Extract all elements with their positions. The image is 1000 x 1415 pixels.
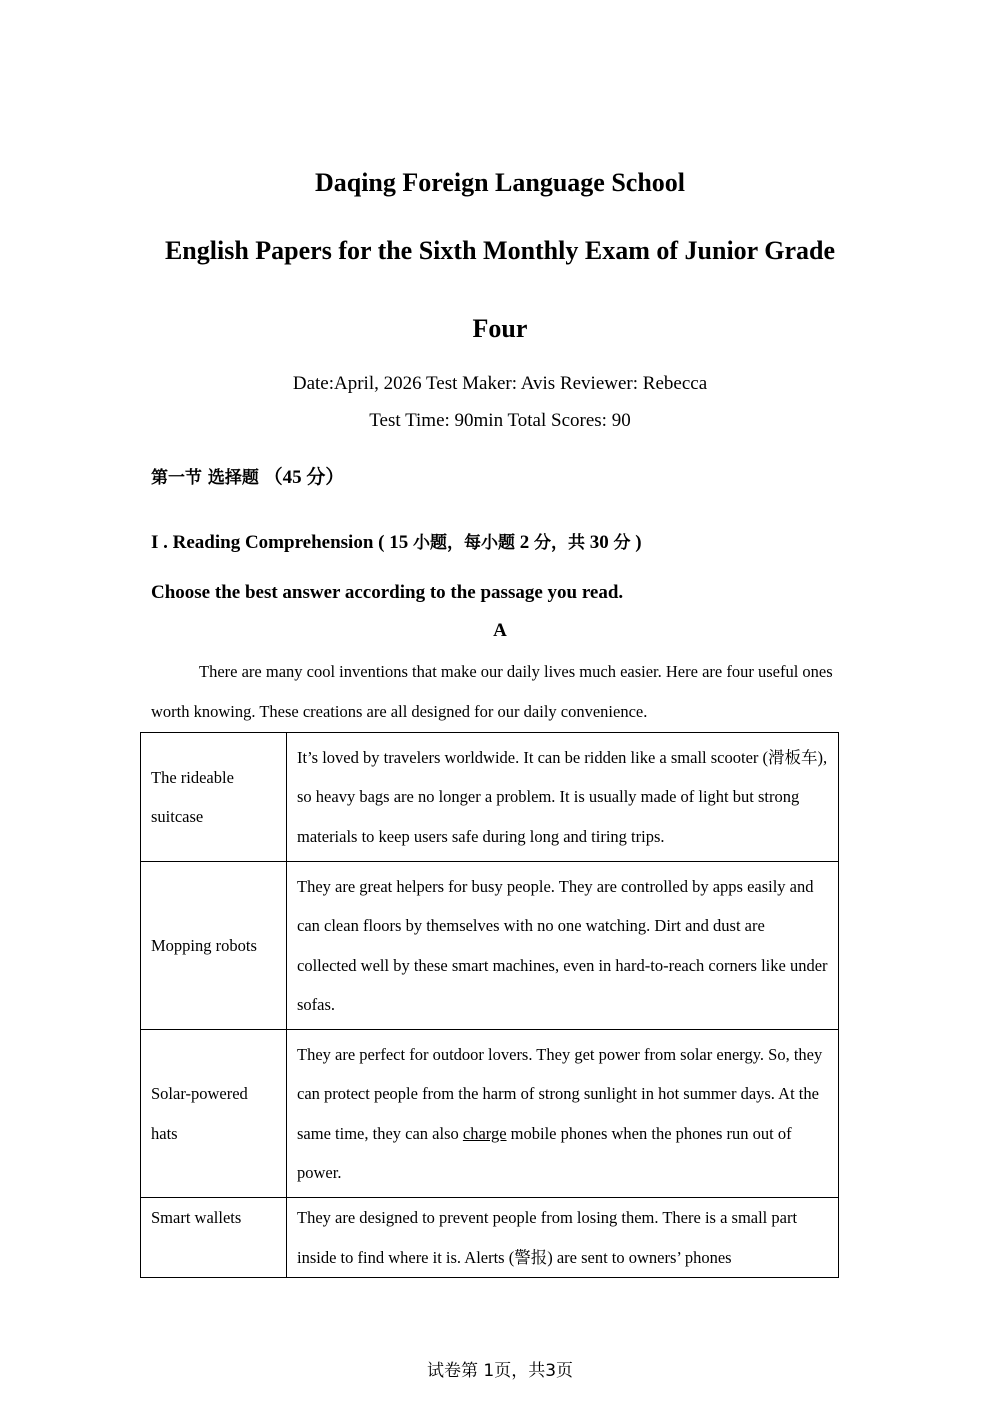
passage-label: A <box>493 620 507 641</box>
section-label: 第一节 选择题 <box>151 468 259 488</box>
part-heading <box>151 528 642 554</box>
table-row <box>141 733 839 862</box>
school-name: Daqing Foreign Language School <box>314 168 686 197</box>
item-description: They are designed to prevent people from losing them. There is a small part inside to find where it is. Alerts (警报) are sent to owners’ phones <box>287 1198 839 1278</box>
table-row <box>141 1030 839 1198</box>
table-row <box>141 1198 839 1278</box>
page-footer: 试卷第 1页，共3页 <box>426 1361 574 1381</box>
item-name: Solar-powered hats <box>141 1030 287 1198</box>
item-description: It’s loved by travelers worldwide. It can be ridden like a small scooter (滑板车), so heavy bags are no longer a problem. It is usually made of light but strong materials to keep users safe during long and tiring trips. <box>287 733 839 862</box>
exam-meta-time-scores: Test Time: 90min Total Scores: 90 <box>369 410 631 431</box>
exam-meta-date-makers: Date:April, 2026 Test Maker: Avis Reviewer: Rebecca <box>292 373 708 394</box>
part-prefix: I . Reading Comprehension ( <box>151 532 385 553</box>
item-name: Mopping robots <box>141 862 287 1030</box>
item-description <box>287 1030 839 1198</box>
passage-intro: There are many cool inventions that make our daily lives much easier. Here are four useful ones worth knowing. These creations are all designed for our daily convenience. <box>151 662 833 721</box>
exam-title-line2: Four <box>472 314 528 343</box>
section-heading <box>151 462 344 489</box>
item-description-part: mobile phones when the phones run out of power. <box>297 1123 792 1182</box>
part-unit2: 分 <box>613 533 631 553</box>
part-total: 30 <box>584 532 614 553</box>
item-description-part: They are perfect for outdoor lovers. They get power from solar energy. So, they can protect people from the harm of strong sunlight in hot summer days. At the same time, they can also <box>297 1044 823 1143</box>
inventions-table <box>140 732 839 1278</box>
table-row <box>141 862 839 1030</box>
section-points: （45 分） <box>263 467 345 488</box>
item-description: They are great helpers for busy people. They are controlled by apps easily and can clean floors by themselves with no one watching. Dirt and dust are collected well by these smart machines, even in hard-to-reach corners like under sofas. <box>287 862 839 1030</box>
part-suffix: ) <box>630 532 642 553</box>
exam-title-line1: English Papers for the Sixth Monthly Exam of Junior Grade <box>164 236 836 265</box>
part-detail: 小题，每小题 <box>412 533 515 553</box>
item-name: The rideable suitcase <box>141 733 287 862</box>
instruction: Choose the best answer according to the passage you read. <box>151 582 624 603</box>
underlined-word: charge <box>462 1123 507 1143</box>
part-unit1: 分，共 <box>533 533 585 553</box>
part-each: 2 <box>514 532 534 553</box>
item-name: Smart wallets <box>141 1198 287 1278</box>
part-count: 15 <box>384 532 413 553</box>
